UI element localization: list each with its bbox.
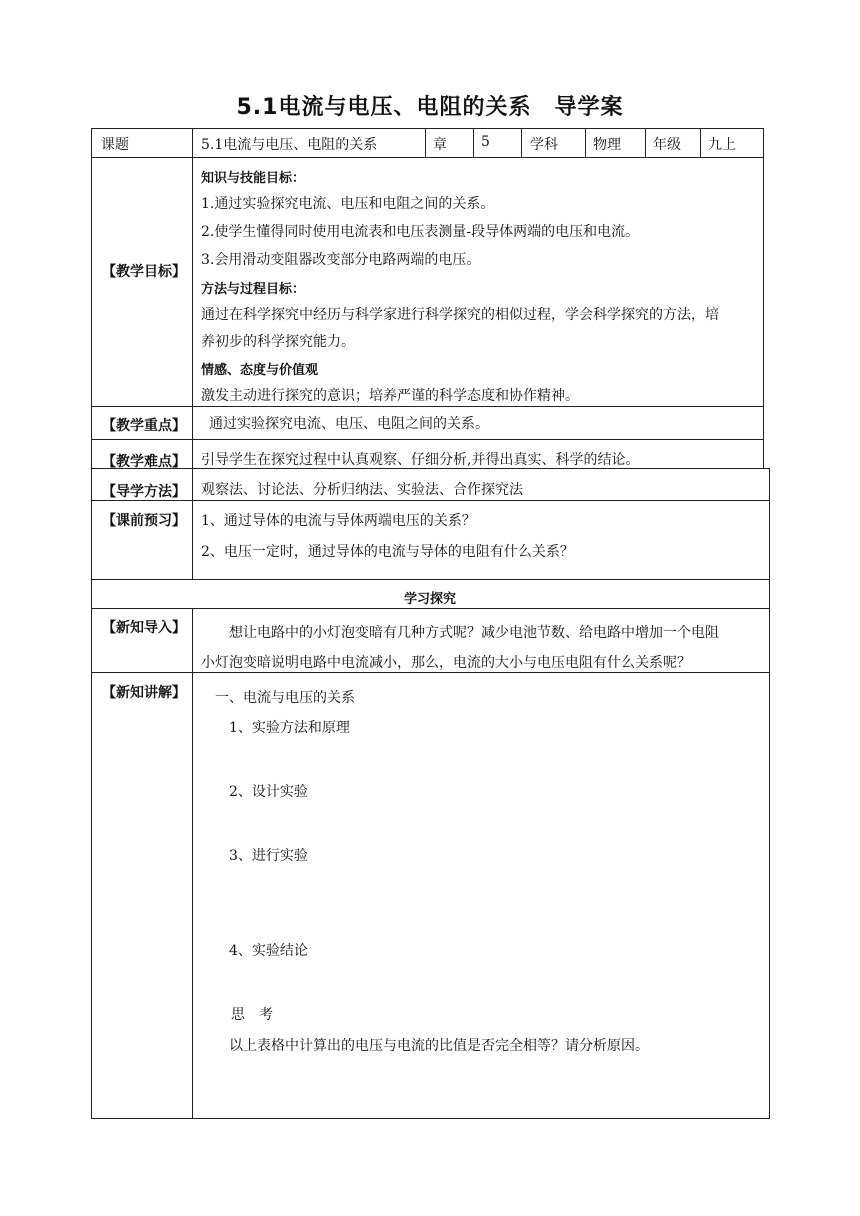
- emotion-text: 激发主动进行探究的意识；培养严谨的科学态度和协作精神。: [201, 388, 579, 404]
- col-border: [473, 128, 474, 158]
- preview-label: 【课前预习】: [102, 513, 186, 529]
- chapter-label: 章: [433, 137, 447, 153]
- preview-question-1: 1、通过导体的电流与导体两端电压的关系？: [201, 513, 476, 529]
- think-question: 以上表格中计算出的电压与电流的比值是否完全相等？请分析原因。: [229, 1038, 649, 1054]
- col-border: [91, 128, 92, 1119]
- intro-line-2: 小灯泡变暗说明电路中电流减小，那么，电流的大小与电压电阻有什么关系呢？: [201, 655, 691, 671]
- col-border: [700, 128, 701, 158]
- emotion-heading: 情感、态度与价值观: [201, 363, 319, 378]
- explain-step-2: 2、设计实验: [229, 784, 308, 800]
- col-border: [425, 128, 426, 158]
- col-border: [645, 128, 646, 158]
- subject-value: 物理: [593, 137, 621, 153]
- method-heading: 方法与过程目标：: [201, 282, 306, 297]
- knowledge-item: 3.会用滑动变阻器改变部分电路两端的电压。: [201, 252, 481, 268]
- topic-value: 5.1电流与电压、电阻的关系: [201, 137, 378, 153]
- topic-label: 课题: [101, 137, 129, 153]
- preview-question-2: 2、电压一定时，通过导体的电流与导体的电阻有什么关系？: [201, 544, 574, 560]
- intro-line-1: 想让电路中的小灯泡变暗有几种方式呢？减少电池节数、给电路中增加一个电阻: [229, 625, 719, 641]
- knowledge-item: 1.通过实验探究电流、电压和电阻之间的关系。: [201, 196, 495, 212]
- knowledge-item: 2.使学生懂得同时使用电流表和电压表测量-段导体两端的电压和电流。: [201, 224, 640, 240]
- subject-label: 学科: [530, 137, 558, 153]
- objectives-label: 【教学目标】: [102, 264, 186, 280]
- difficulty-label: 【教学难点】: [102, 454, 186, 470]
- page-title: 5.1电流与电压、电阻的关系 导学案: [236, 95, 624, 120]
- explain-step-4: 4、实验结论: [229, 943, 308, 959]
- methods-text: 观察法、讨论法、分析归纳法、实验法、合作探究法: [201, 482, 523, 498]
- col-border: [763, 128, 764, 469]
- explain-step-3: 3、进行实验: [229, 848, 308, 864]
- intro-label: 【新知导入】: [102, 620, 186, 636]
- chapter-value: 5: [481, 134, 490, 150]
- think-heading: 思 考: [231, 1007, 273, 1023]
- col-border: [192, 128, 193, 580]
- difficulty-text: 引导学生在探究过程中认真观察、仔细分析,并得出真实、科学的结论。: [201, 452, 640, 468]
- grade-value: 九上: [708, 137, 736, 153]
- method-line: 养初步的科学探究能力。: [201, 334, 355, 350]
- grade-label: 年级: [653, 137, 681, 153]
- method-line: 通过在科学探究中经历与科学家进行科学探究的相似过程，学会科学探究的方法，培: [201, 307, 719, 323]
- explain-label: 【新知讲解】: [102, 685, 186, 701]
- col-border: [192, 608, 193, 1119]
- col-border: [769, 468, 770, 1119]
- section-heading: 学习探究: [403, 592, 456, 607]
- col-border: [521, 128, 522, 158]
- key-point-text: 通过实验探究电流、电压、电阻之间的关系。: [209, 416, 489, 432]
- key-point-label: 【教学重点】: [102, 418, 186, 434]
- col-border: [585, 128, 586, 158]
- explain-step-1: 1、实验方法和原理: [229, 720, 350, 736]
- knowledge-heading: 知识与技能目标：: [201, 171, 306, 186]
- methods-label: 【导学方法】: [102, 484, 186, 500]
- explain-heading: 一、电流与电压的关系: [215, 690, 355, 706]
